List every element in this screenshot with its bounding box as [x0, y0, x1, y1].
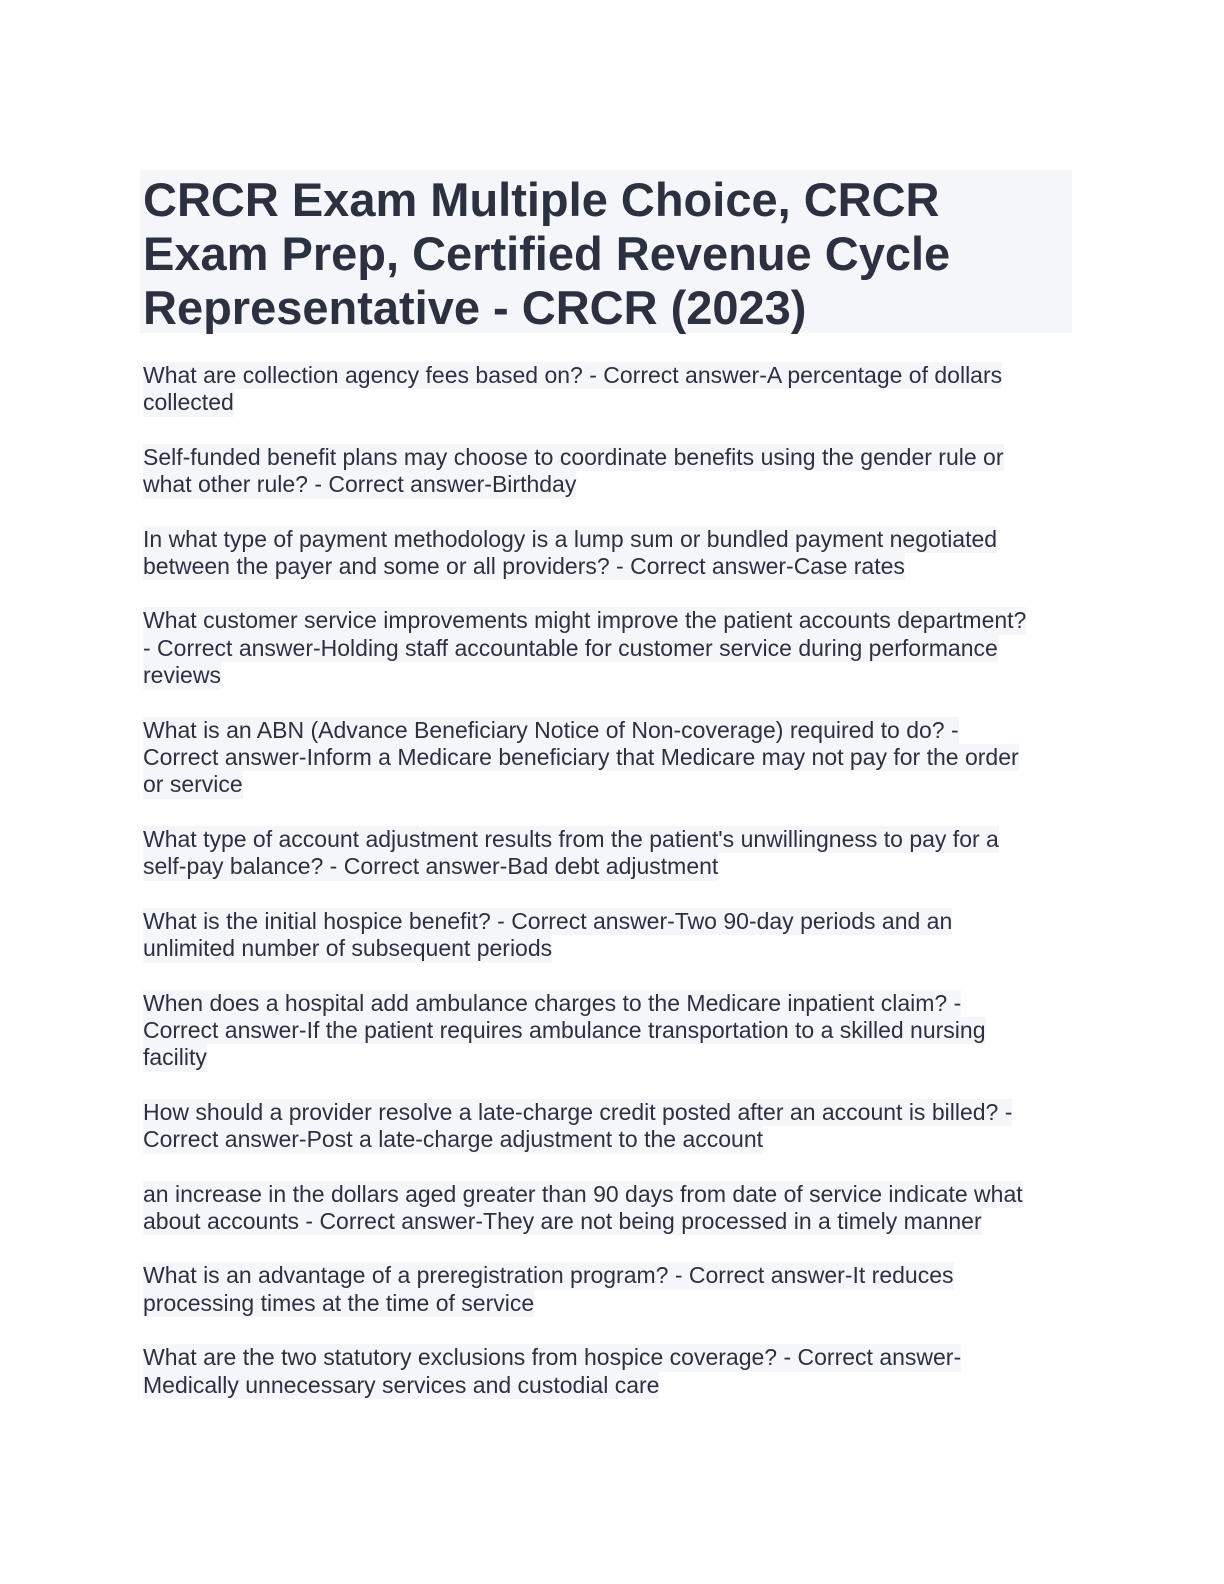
- question-line: What customer service improvements might improve the patient accounts department?: [143, 607, 1027, 634]
- question-line: processing times at the time of service: [143, 1289, 535, 1316]
- question-line: What is an ABN (Advance Beneficiary Notice of Non-coverage) required to do? -: [143, 716, 959, 743]
- question-item: [143, 526, 1083, 581]
- question-item: [143, 717, 1083, 799]
- question-line: In what type of payment methodology is a lump sum or bundled payment negotiated: [143, 525, 998, 552]
- question-line: or service: [143, 771, 243, 798]
- question-line: Medically unnecessary services and custodial care: [143, 1371, 660, 1398]
- question-line: What is the initial hospice benefit? - Correct answer-Two 90-day periods and an: [143, 907, 953, 934]
- question-line: reviews: [143, 662, 221, 689]
- question-item: [143, 1344, 1083, 1399]
- question-item: [143, 1181, 1083, 1236]
- title-line: CRCR Exam Multiple Choice, CRCR: [143, 173, 940, 226]
- title-line: Exam Prep, Certified Revenue Cycle: [143, 227, 951, 280]
- question-line: between the payer and some or all providers? - Correct answer-Case rates: [143, 553, 905, 580]
- question-item: [143, 826, 1083, 881]
- question-line: How should a provider resolve a late-charge credit posted after an account is billed? -: [143, 1098, 1013, 1125]
- question-item: [143, 990, 1083, 1072]
- question-line: When does a hospital add ambulance charges to the Medicare inpatient claim? -: [143, 989, 962, 1016]
- question-line: Correct answer-Post a late-charge adjustment to the account: [143, 1126, 764, 1153]
- question-line: collected: [143, 389, 234, 416]
- title-line: Representative - CRCR (2023): [143, 281, 807, 334]
- question-line: self-pay balance? - Correct answer-Bad debt adjustment: [143, 853, 719, 880]
- question-line: what other rule? - Correct answer-Birthday: [143, 471, 577, 498]
- question-list: [143, 362, 1083, 1426]
- question-line: - Correct answer-Holding staff accountable for customer service during performance: [143, 634, 998, 661]
- question-item: [143, 444, 1083, 499]
- question-line: What is an advantage of a preregistration program? - Correct answer-It reduces: [143, 1262, 954, 1289]
- question-line: What are the two statutory exclusions from hospice coverage? - Correct answer-: [143, 1344, 962, 1371]
- question-line: unlimited number of subsequent periods: [143, 935, 553, 962]
- question-line: facility: [143, 1044, 207, 1071]
- question-line: Correct answer-If the patient requires ambulance transportation to a skilled nursing: [143, 1016, 986, 1043]
- question-item: [143, 362, 1083, 417]
- question-line: about accounts - Correct answer-They are not being processed in a timely manner: [143, 1207, 982, 1234]
- question-line: an increase in the dollars aged greater than 90 days from date of service indicate what: [143, 1180, 1023, 1207]
- document-title: [140, 170, 1072, 333]
- question-line: What are collection agency fees based on? - Correct answer-A percentage of dollars: [143, 362, 1003, 388]
- question-line: Correct answer-Inform a Medicare beneficiary that Medicare may not pay for the order: [143, 744, 1019, 771]
- question-item: [143, 1099, 1083, 1154]
- question-item: [143, 908, 1083, 963]
- question-line: What type of account adjustment results from the patient's unwillingness to pay for a: [143, 825, 999, 852]
- question-line: Self-funded benefit plans may choose to coordinate benefits using the gender rule or: [143, 443, 1004, 470]
- question-item: [143, 1262, 1083, 1317]
- question-item: [143, 607, 1083, 689]
